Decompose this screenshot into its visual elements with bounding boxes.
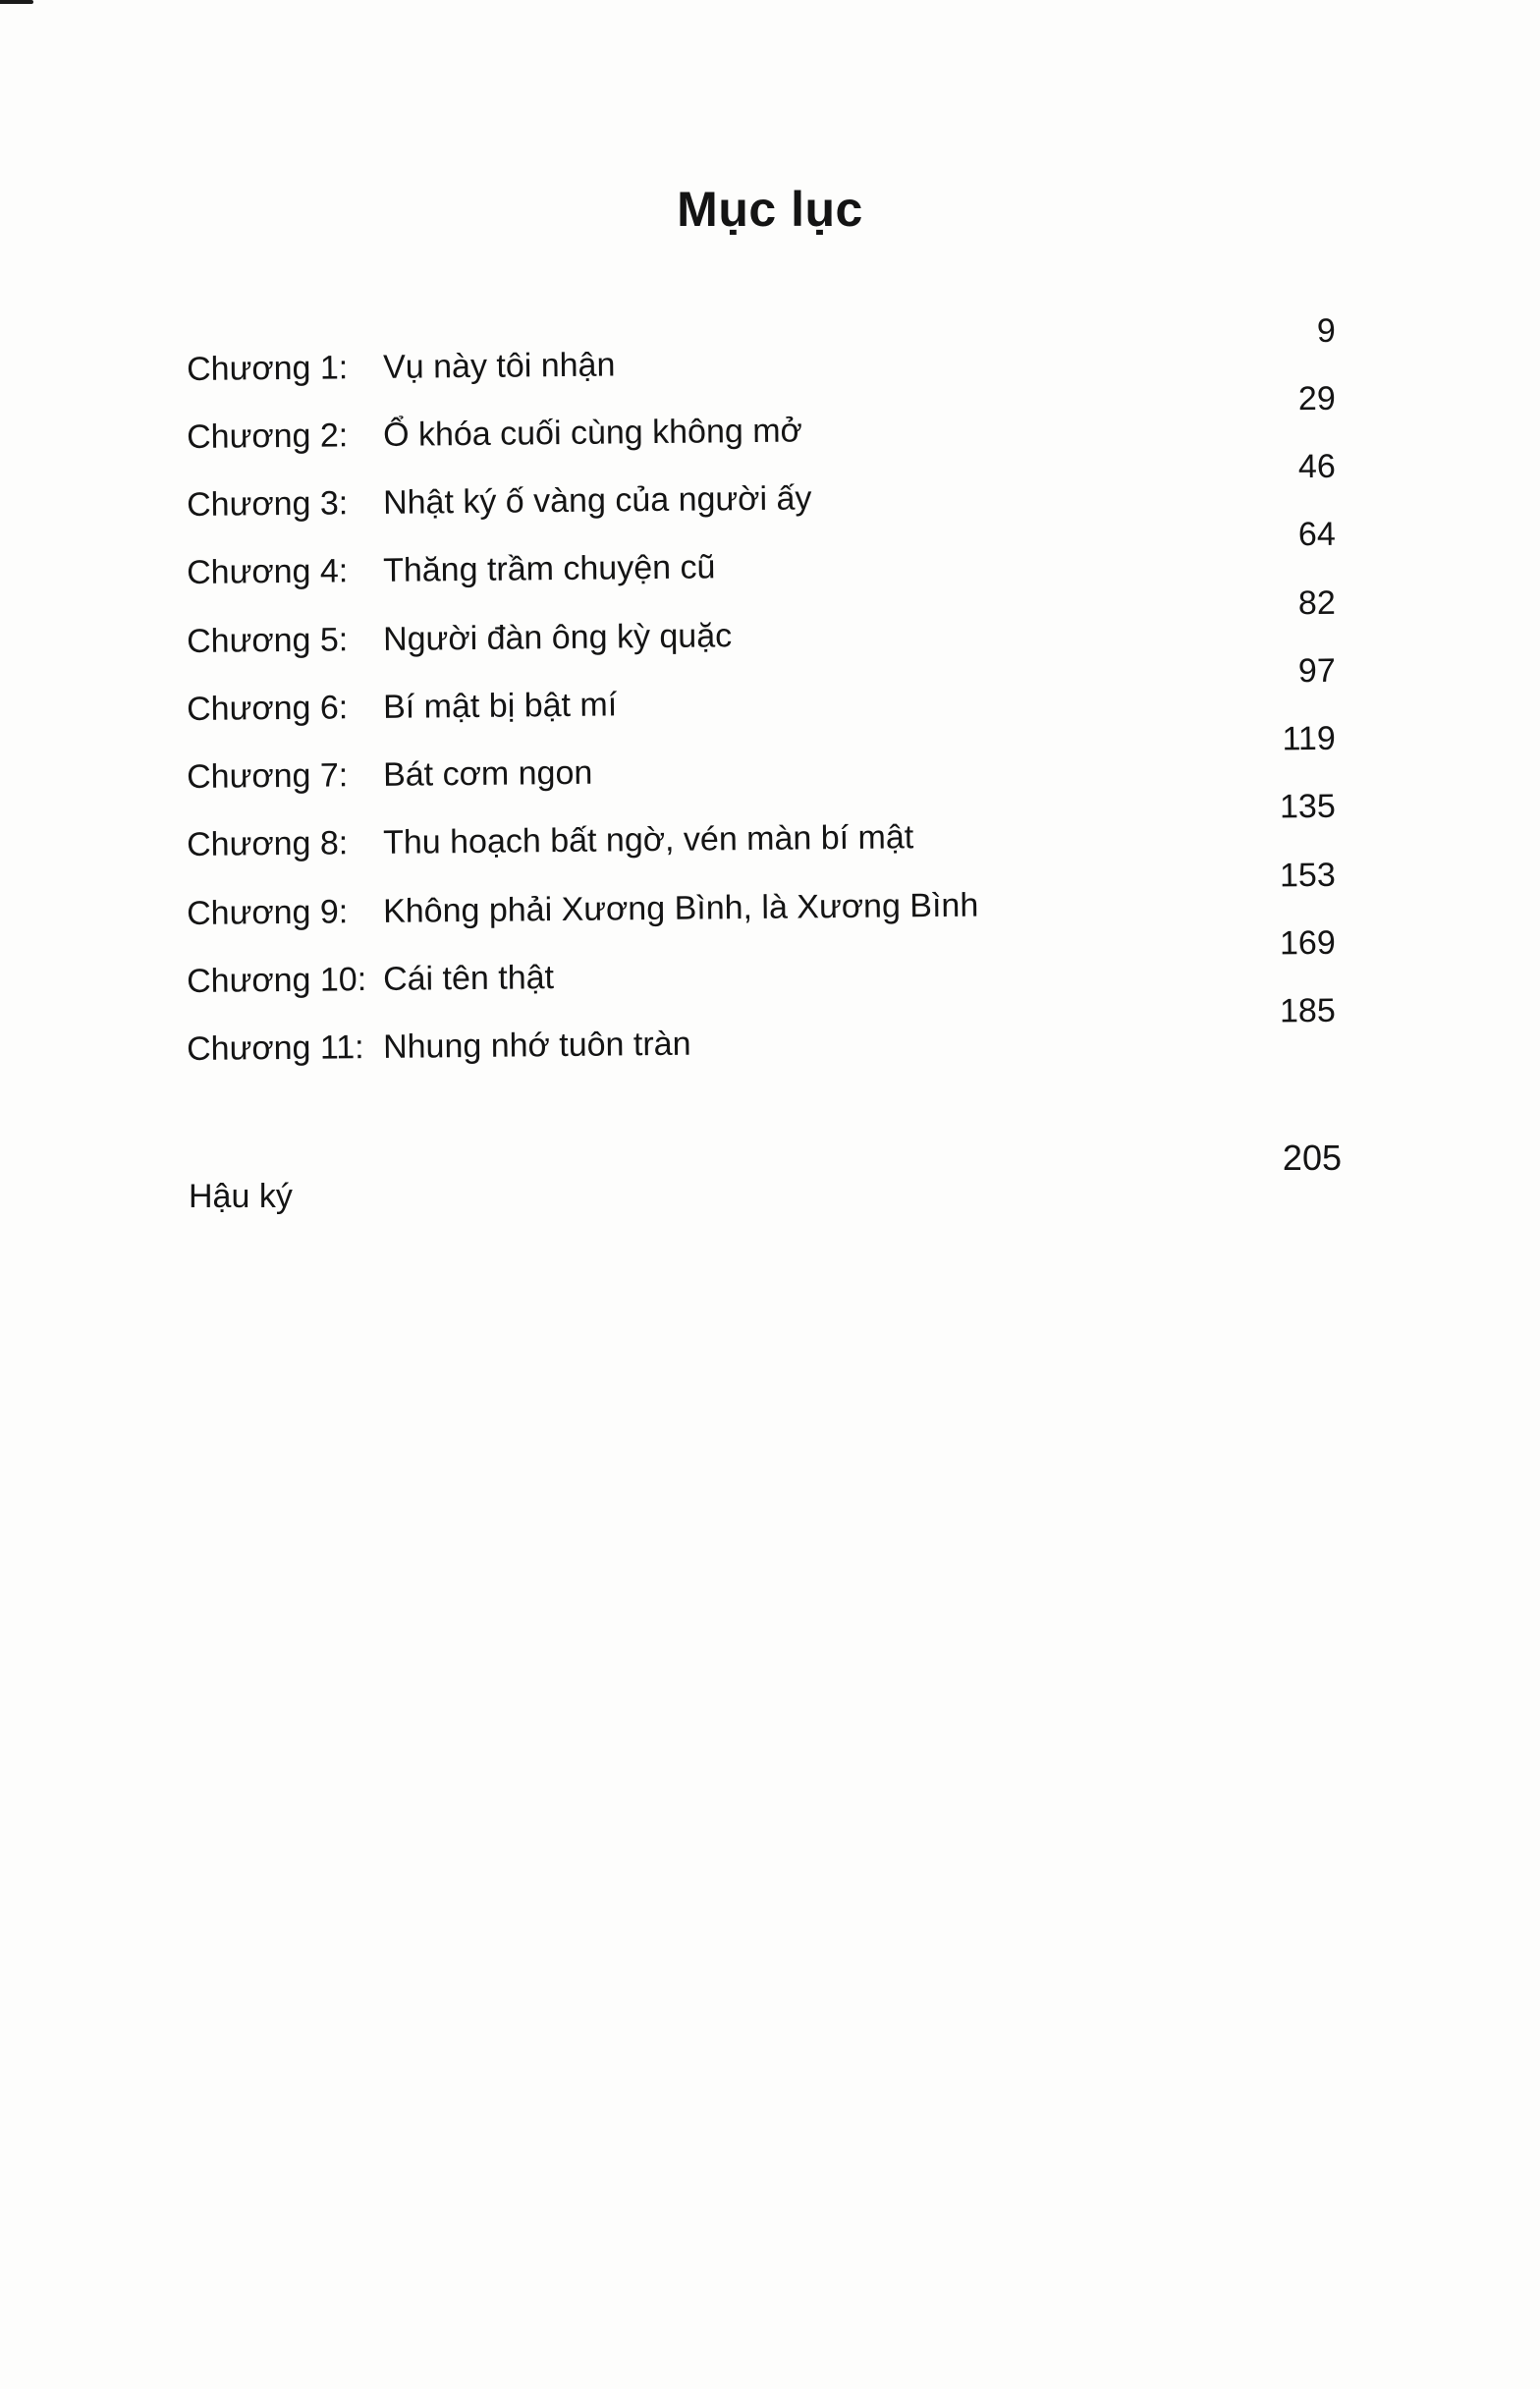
chapter-title: Thăng trầm chuyện cũ — [382, 548, 716, 589]
chapter-title: Thu hoạch bất ngờ, vén màn bí mật — [382, 818, 914, 861]
page-number: 119 — [1282, 719, 1336, 758]
page-number: 97 — [1297, 651, 1336, 691]
chapter-label: Chương 11: — [186, 1028, 364, 1068]
afterword-entry — [187, 1138, 1342, 1216]
chapter-label: Chương 10: — [186, 961, 367, 1000]
page-number: 185 — [1279, 991, 1336, 1030]
page-number: 169 — [1279, 923, 1336, 963]
chapter-title: Nhung nhớ tuôn tràn — [382, 1025, 691, 1066]
chapter-label: Chương 3: — [186, 484, 349, 524]
toc-entry — [187, 788, 1337, 868]
chapter-label: Chương 2: — [186, 417, 349, 456]
chapter-title: Không phải Xương Bình, là Xương Bình — [382, 886, 979, 930]
chapter-label: Chương 9: — [186, 893, 349, 932]
chapter-label: Chương 6: — [186, 689, 349, 728]
toc-entry — [187, 516, 1337, 596]
chapter-label: Chương 5: — [186, 621, 349, 660]
page-number: 135 — [1279, 787, 1336, 826]
page-number: 82 — [1297, 583, 1336, 623]
page-number: 9 — [1316, 311, 1336, 350]
chapter-title: Vụ này tôi nhận — [382, 346, 616, 386]
chapter-title: Ổ khóa cuối cùng không mở — [382, 412, 803, 454]
chapter-title: Bí mật bị bật mí — [382, 686, 618, 726]
page-number: 46 — [1297, 447, 1336, 486]
toc-entry — [187, 992, 1337, 1073]
page-number: 64 — [1297, 515, 1336, 554]
afterword-label: Hậu ký — [189, 1178, 293, 1215]
chapter-title: Cái tên thật — [382, 959, 555, 998]
chapter-title: Nhật ký ố vàng của người ấy — [382, 479, 812, 522]
chapter-label: Chương 8: — [186, 824, 349, 863]
chapter-label: Chương 7: — [186, 756, 349, 796]
page-title: Mục lục — [677, 182, 863, 237]
chapter-title: Bát cơm ngon — [382, 753, 593, 794]
page-number: 153 — [1279, 856, 1336, 895]
chapter-label: Chương 4: — [186, 552, 349, 591]
afterword-page-number: 205 — [1282, 1138, 1342, 1178]
chapter-title: Người đàn ông kỳ quặc — [382, 617, 733, 658]
page-number: 29 — [1297, 379, 1336, 418]
chapter-label: Chương 1: — [186, 349, 349, 388]
